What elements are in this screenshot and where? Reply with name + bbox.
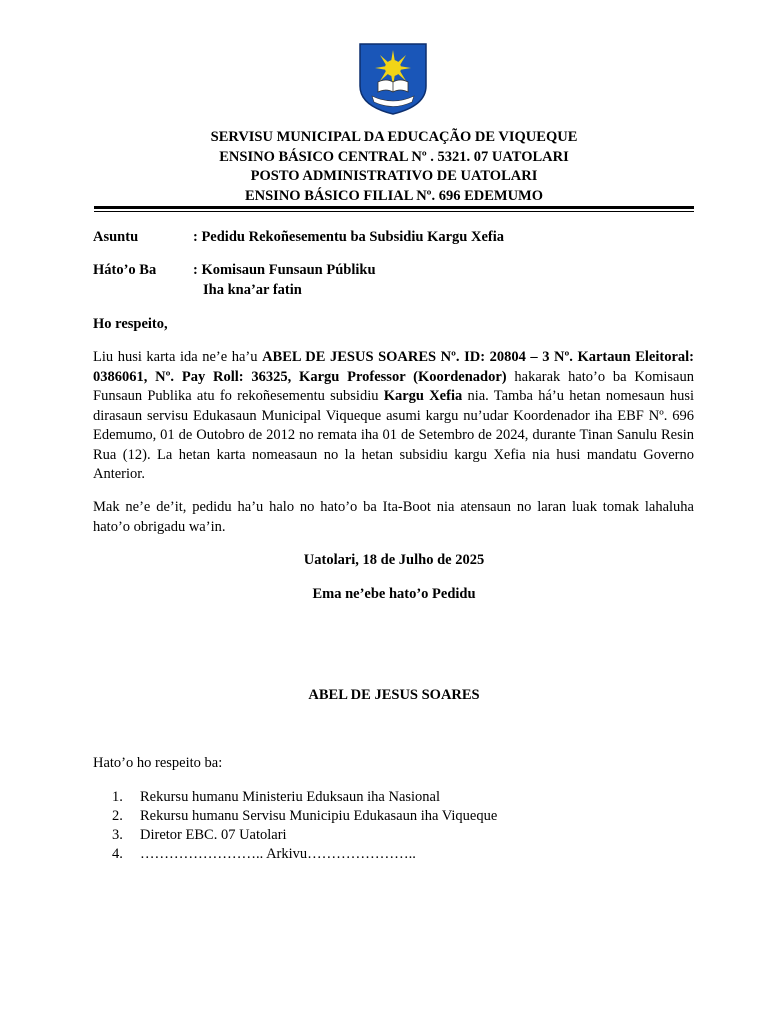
school-crest-book-icon (358, 42, 428, 116)
letterhead-line-1: SERVISU MUNICIPAL DA EDUCAÇÃO DE VIQUEQUE (210, 129, 578, 145)
cc-item-number: 3. (112, 827, 123, 843)
letterhead-line-4: ENSINO BÁSICO FILIAL Nº. 696 EDEMUMO (244, 187, 544, 204)
subject-value: : Pedidu Rekoñesementu ba Subsidiu Kargu Xefia (193, 229, 504, 245)
body-paragraph-2: Mak ne’e de’it, pedidu ha’u halo no hato’o ba Ita-Boot nia atensaun no laran luak tomak lahaluha hato’o obrigadu wa’in. (93, 499, 694, 535)
recipient-value-line-2: Iha kna’ar fatin (203, 281, 302, 298)
recipient-field (93, 261, 376, 300)
recipient-label: Háto’o Ba (93, 262, 157, 278)
paragraph-1-bold-identity: ABEL DE JESUS SOARES Nº. ID: 20804 – 3 Nº. Kartaun Eleitoral: 0386061, Nº. Pay Roll: 36325, Kargu Professor (Koordenador) (93, 349, 694, 385)
paragraph-1-text-c: nia. Tamba há’u hetan nomesaun husi dirasaun servisu Edukasaun Municipal Viqueque asumi kargu nu’udar Koordenador iha EBF Nº. 696 Edemumo, 01 de Outobro de 2012 no remata iha 01 de Setembro de 2024, durante Tinan Sanulu Resin Rua (12). La hetan karta nomeasaun no la hetan subsidiu kargu Xefia nia husi mandatu Governo Anterior. (93, 388, 695, 482)
cc-item-number: 1. (112, 789, 123, 805)
cc-list-item (112, 826, 497, 845)
cc-item-text: Rekursu humanu Servisu Municipiu Edukasaun iha Viqueque (140, 808, 498, 824)
cc-title: Hato’o ho respeito ba: (93, 755, 223, 771)
letterhead-line-2: ENSINO BÁSICO CENTRAL Nº . 5321. 07 UATOLARI (219, 148, 569, 165)
body-paragraph-1 (93, 348, 694, 485)
cc-list-item (112, 807, 497, 826)
subject-field (93, 228, 504, 248)
letterhead (94, 128, 694, 206)
cc-list-item (112, 788, 497, 807)
paragraph-1-text-b: hakarak hato’o ba Komisaun Funsaun Publika atu fo rekoñesementu subsidiu (93, 368, 694, 404)
cc-item-number: 4. (112, 846, 123, 862)
place-date: Uatolari, 18 de Julho de 2025 (303, 552, 485, 568)
header-divider-thin (94, 211, 694, 212)
cc-item-text: Rekursu humanu Ministeriu Eduksaun iha Nasional (140, 789, 441, 805)
recipient-value: : Komisaun Funsaun Públiku (193, 262, 376, 278)
cc-list-item (112, 845, 497, 864)
cc-item-text: Diretor EBC. 07 Uatolari (140, 827, 287, 843)
paragraph-1-text-a: Liu husi karta ida ne’e ha’u (93, 349, 263, 365)
cc-item-number: 2. (112, 808, 123, 824)
letterhead-line-3: POSTO ADMINISTRATIVO DE UATOLARI (250, 168, 538, 184)
sender-label: Ema ne’ebe hato’o Pedidu (312, 586, 476, 602)
cc-list (112, 788, 497, 864)
paragraph-1-bold-role: Kargu Xefia (383, 388, 463, 404)
signatory-name: ABEL DE JESUS SOARES (308, 687, 480, 703)
header-divider-thick (94, 206, 694, 209)
salutation: Ho respeito, (93, 316, 168, 332)
subject-label: Asuntu (93, 229, 139, 245)
cc-item-text: …………………….. Arkivu………………….. (140, 846, 416, 862)
